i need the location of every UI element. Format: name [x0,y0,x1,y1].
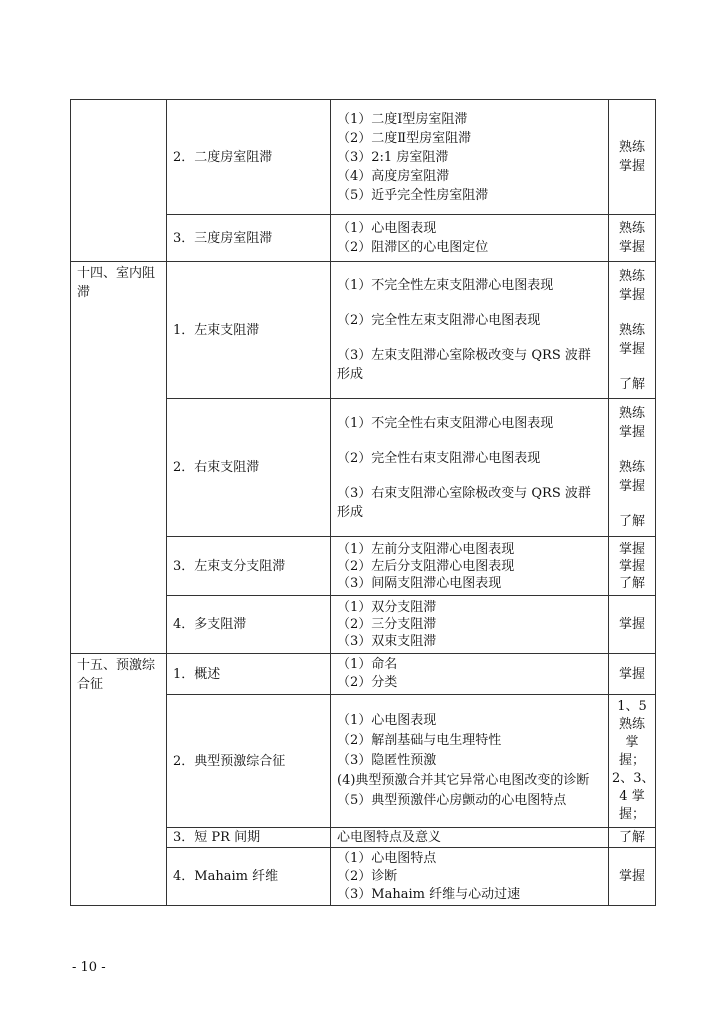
items-cell: （1）心电图表现 （2）解剖基础与电生理特性 （3）隐匿性预激 (4)典型预激合并其它异常心电图改变的诊断 （5）典型预激伴心房颤动的心电图特点 [331,695,609,828]
topic-cell: 1．概述 [167,654,331,695]
syllabus-table [70,99,656,906]
topic-cell: 2．二度房室阻滞 [167,100,331,215]
table-row [71,262,656,399]
section-cell: 十五、预激综合征 [71,654,167,906]
level-cell: 掌握 [609,848,656,906]
items-cell: （1）二度Ⅰ型房室阻滞 （2）二度Ⅱ型房室阻滞 （3）2:1 房室阻滞 （4）高度房室阻滞 （5）近乎完全性房室阻滞 [331,100,609,215]
page-number: - 10 - [72,960,106,975]
level-cell: 掌握 掌握 了解 [609,537,656,596]
section-cell [71,100,167,262]
topic-cell: 4．Mahaim 纤维 [167,848,331,906]
items-cell: 心电图特点及意义 [331,828,609,848]
items-cell: （1）心电图特点 （2）诊断 （3）Mahaim 纤维与心动过速 [331,848,609,906]
topic-cell: 2．典型预激综合征 [167,695,331,828]
items-cell: （1）双分支阻滞 （2）三分支阻滞 （3）双束支阻滞 [331,596,609,654]
level-cell: 熟练 掌握 [609,100,656,215]
section-cell: 十四、室内阻滞 [71,262,167,654]
level-cell: 熟练 掌握 熟练 掌握 了解 [609,399,656,537]
topic-cell: 3．三度房室阻滞 [167,215,331,262]
level-cell: 掌握 [609,654,656,695]
topic-cell: 3．短 PR 间期 [167,828,331,848]
items-cell: （1）命名 （2）分类 [331,654,609,695]
topic-cell: 3．左束支分支阻滞 [167,537,331,596]
level-cell: 熟练 掌握 [609,215,656,262]
level-cell: 1、5 熟练 掌 握； 2、3、 4 掌 握； [609,695,656,828]
topic-cell: 1．左束支阻滞 [167,262,331,399]
topic-cell: 2．右束支阻滞 [167,399,331,537]
topic-cell: 4．多支阻滞 [167,596,331,654]
level-cell: 熟练 掌握 熟练 掌握 了解 [609,262,656,399]
items-cell: （1）不完全性右束支阻滞心电图表现 （2）完全性右束支阻滞心电图表现 （3）右束支阻滞心室除极改变与 QRS 波群形成 [331,399,609,537]
level-cell: 了解 [609,828,656,848]
items-cell: （1）不完全性左束支阻滞心电图表现 （2）完全性左束支阻滞心电图表现 （3）左束支阻滞心室除极改变与 QRS 波群形成 [331,262,609,399]
items-cell: （1）左前分支阻滞心电图表现 （2）左后分支阻滞心电图表现 （3）间隔支阻滞心电图表现 [331,537,609,596]
level-cell: 掌握 [609,596,656,654]
table-row [71,654,656,695]
table-row [71,100,656,215]
items-cell: （1）心电图表现 （2）阻滞区的心电图定位 [331,215,609,262]
